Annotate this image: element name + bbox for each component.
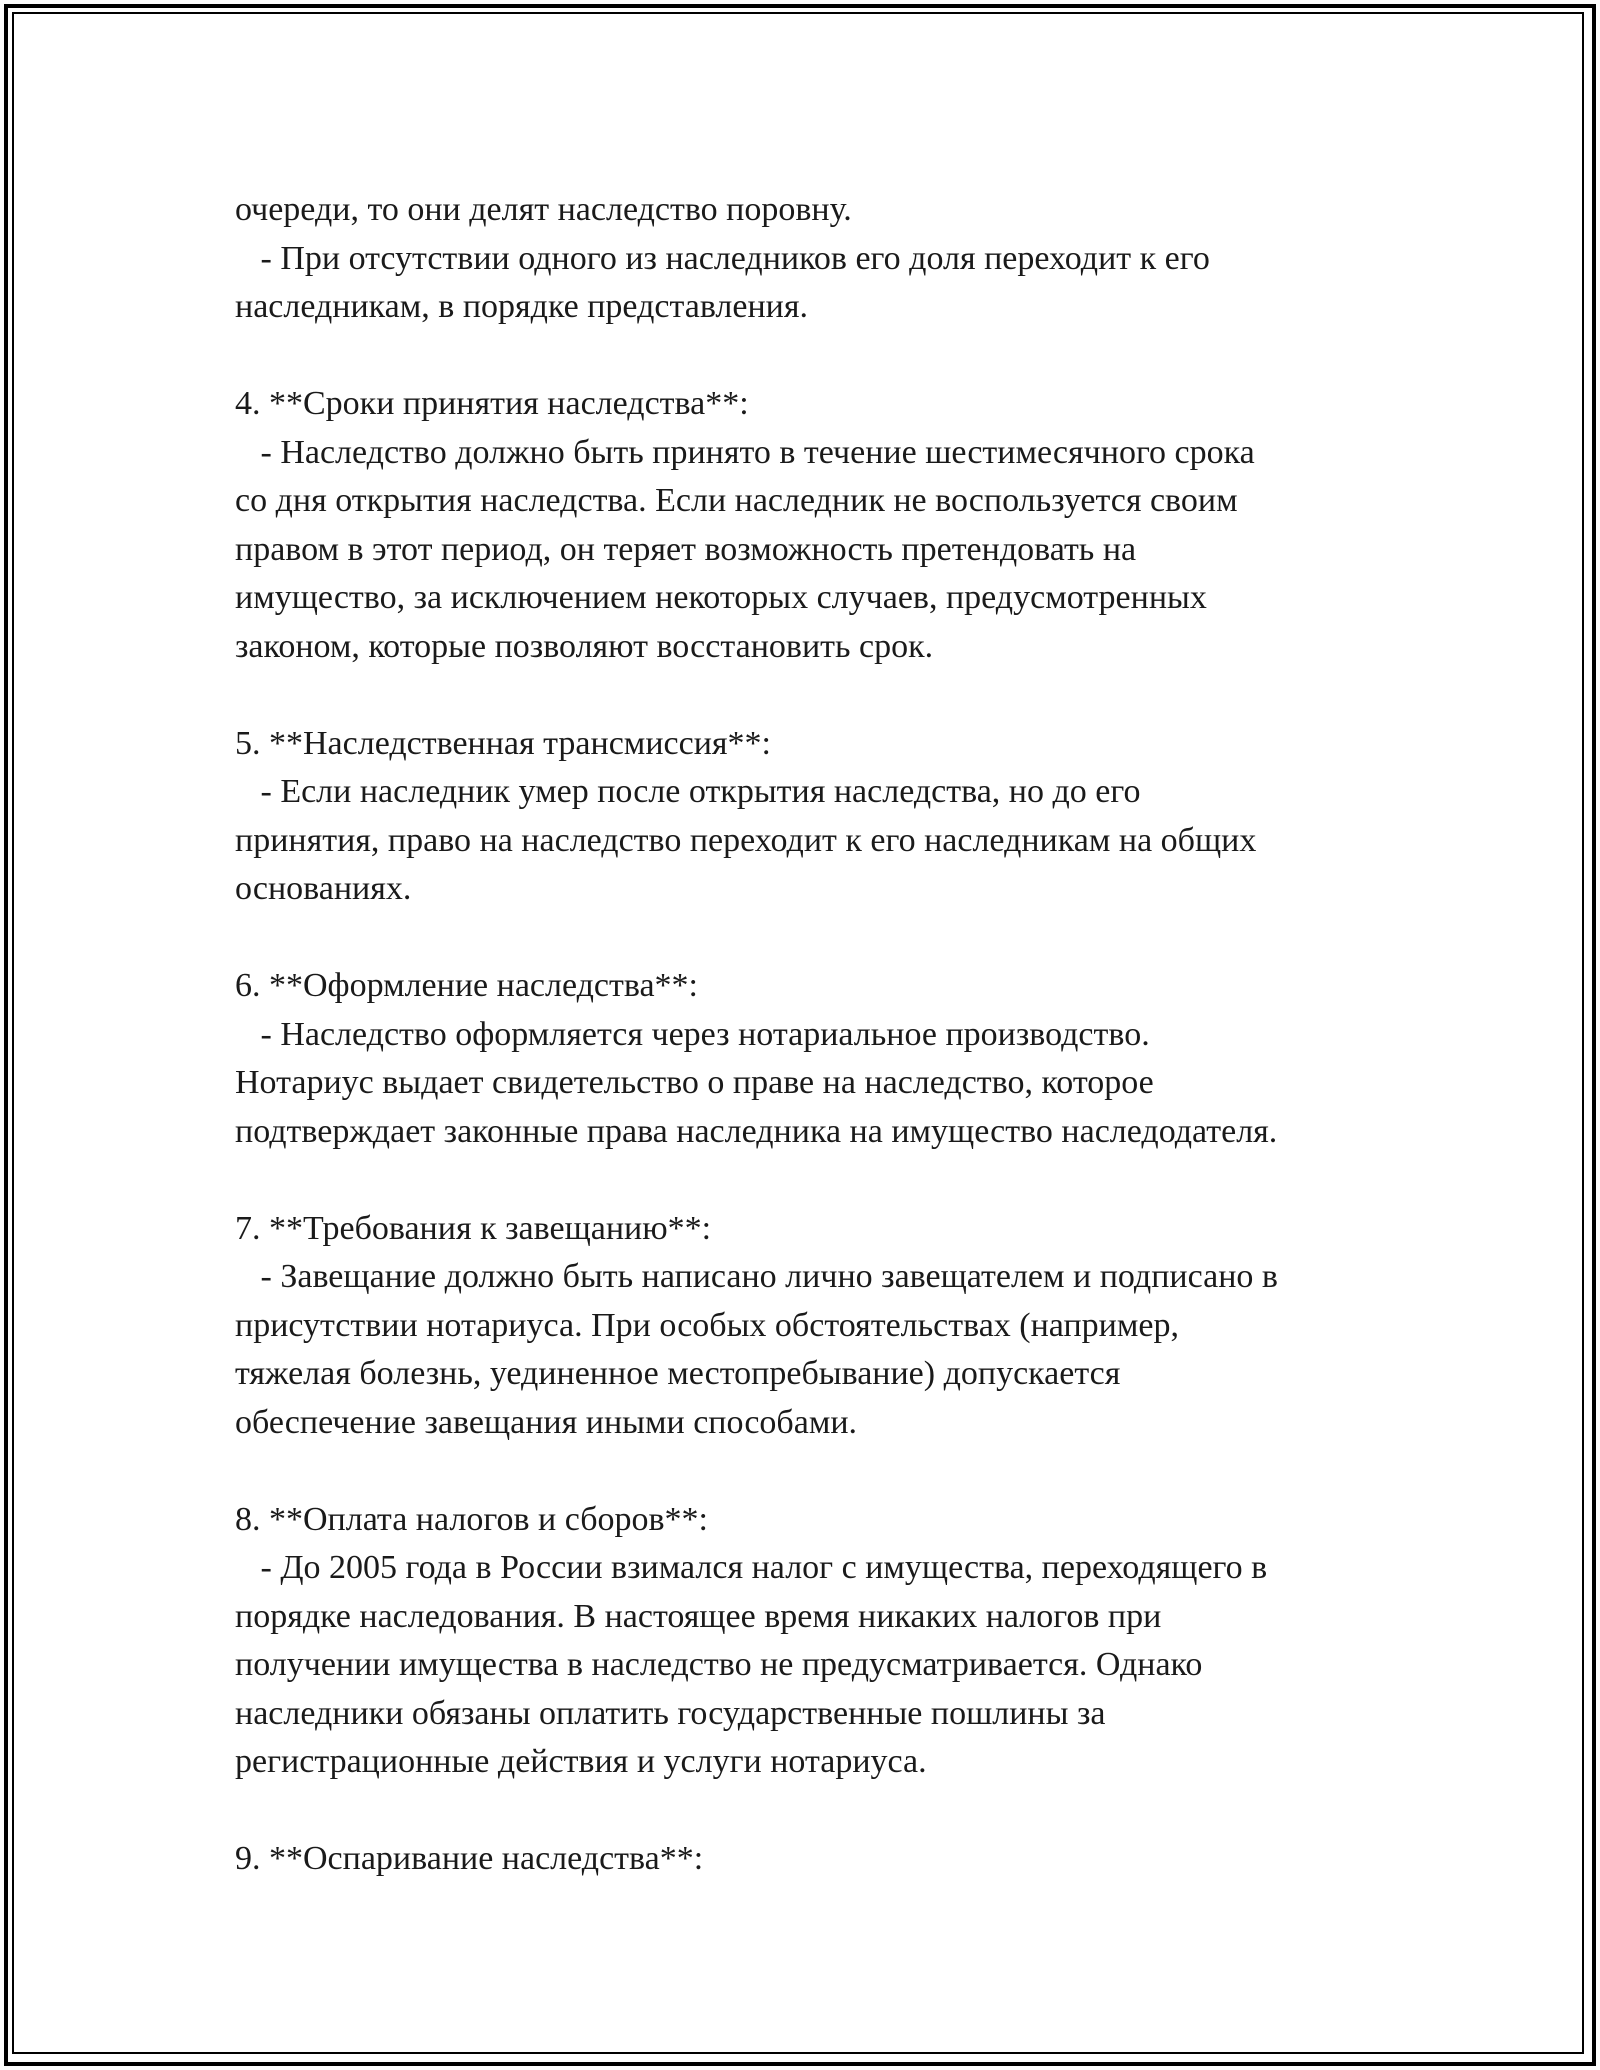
section-heading: 8. **Оплата налогов и сборов**: (235, 1500, 708, 1538)
section-heading: 4. **Сроки принятия наследства**: (235, 385, 749, 422)
text-line: - Наследство должно быть принято в течение шестимесячного срока (235, 433, 1255, 471)
text-line: - Если наследник умер после открытия наследства, но до его (235, 773, 1141, 810)
blank-line (235, 1447, 1395, 1496)
text-line: имущество, за исключением некоторых случаев, предусмотренных (235, 579, 1207, 616)
blank-line (235, 671, 1395, 720)
text-line: - Завещание должно быть написано лично завещателем и подписано в (235, 1258, 1278, 1295)
section-heading: 6. **Оформление наследства**: (235, 967, 699, 1004)
text-line: очереди, то они делят наследство поровну. (235, 191, 852, 228)
blank-line (235, 914, 1395, 963)
text-line: порядке наследования. В настоящее время никаких налогов при (235, 1597, 1162, 1635)
text-line: принятия, право на наследство переходит к его наследникам на общих (235, 821, 1257, 859)
text-line: правом в этот период, он теряет возможность претендовать на (235, 530, 1137, 568)
text-line: - Наследство оформляется через нотариальное производство. (235, 1015, 1150, 1053)
text-line: регистрационные действия и услуги нотариуса. (235, 1743, 927, 1780)
section-heading: 5. **Наследственная трансмиссия**: (235, 724, 771, 762)
blank-line (235, 1156, 1395, 1205)
text-line: наследники обязаны оплатить государственные пошлины за (235, 1694, 1106, 1732)
text-line: тяжелая болезнь, уединенное местопребывание) допускается (235, 1355, 1121, 1392)
text-line: Нотариус выдает свидетельство о праве на наследство, которое (235, 1064, 1154, 1101)
text-line: законом, которые позволяют восстановить срок. (235, 627, 934, 665)
blank-line (235, 1787, 1395, 1836)
text-line: обеспечение завещания иными способами. (235, 1403, 858, 1441)
section-heading: 9. **Оспаривание наследства**: (235, 1840, 704, 1877)
text-line: присутствии нотариуса. При особых обстоятельствах (например, (235, 1306, 1179, 1344)
text-line: - До 2005 года в России взимался налог с имущества, переходящего в (235, 1549, 1268, 1586)
text-line: подтверждает законные права наследника на имущество наследодателя. (235, 1112, 1278, 1150)
text-line: получении имущества в наследство не предусматривается. Однако (235, 1646, 1203, 1683)
text-line: - При отсутствии одного из наследников его доля переходит к его (235, 239, 1210, 277)
text-line: наследникам, в порядке представления. (235, 288, 809, 325)
text-line: со дня открытия наследства. Если наследник не воспользуется своим (235, 482, 1238, 519)
document-body (235, 186, 1395, 1884)
text-line: основаниях. (235, 870, 412, 907)
blank-line (235, 332, 1395, 381)
section-heading: 7. **Требования к завещанию**: (235, 1209, 712, 1247)
